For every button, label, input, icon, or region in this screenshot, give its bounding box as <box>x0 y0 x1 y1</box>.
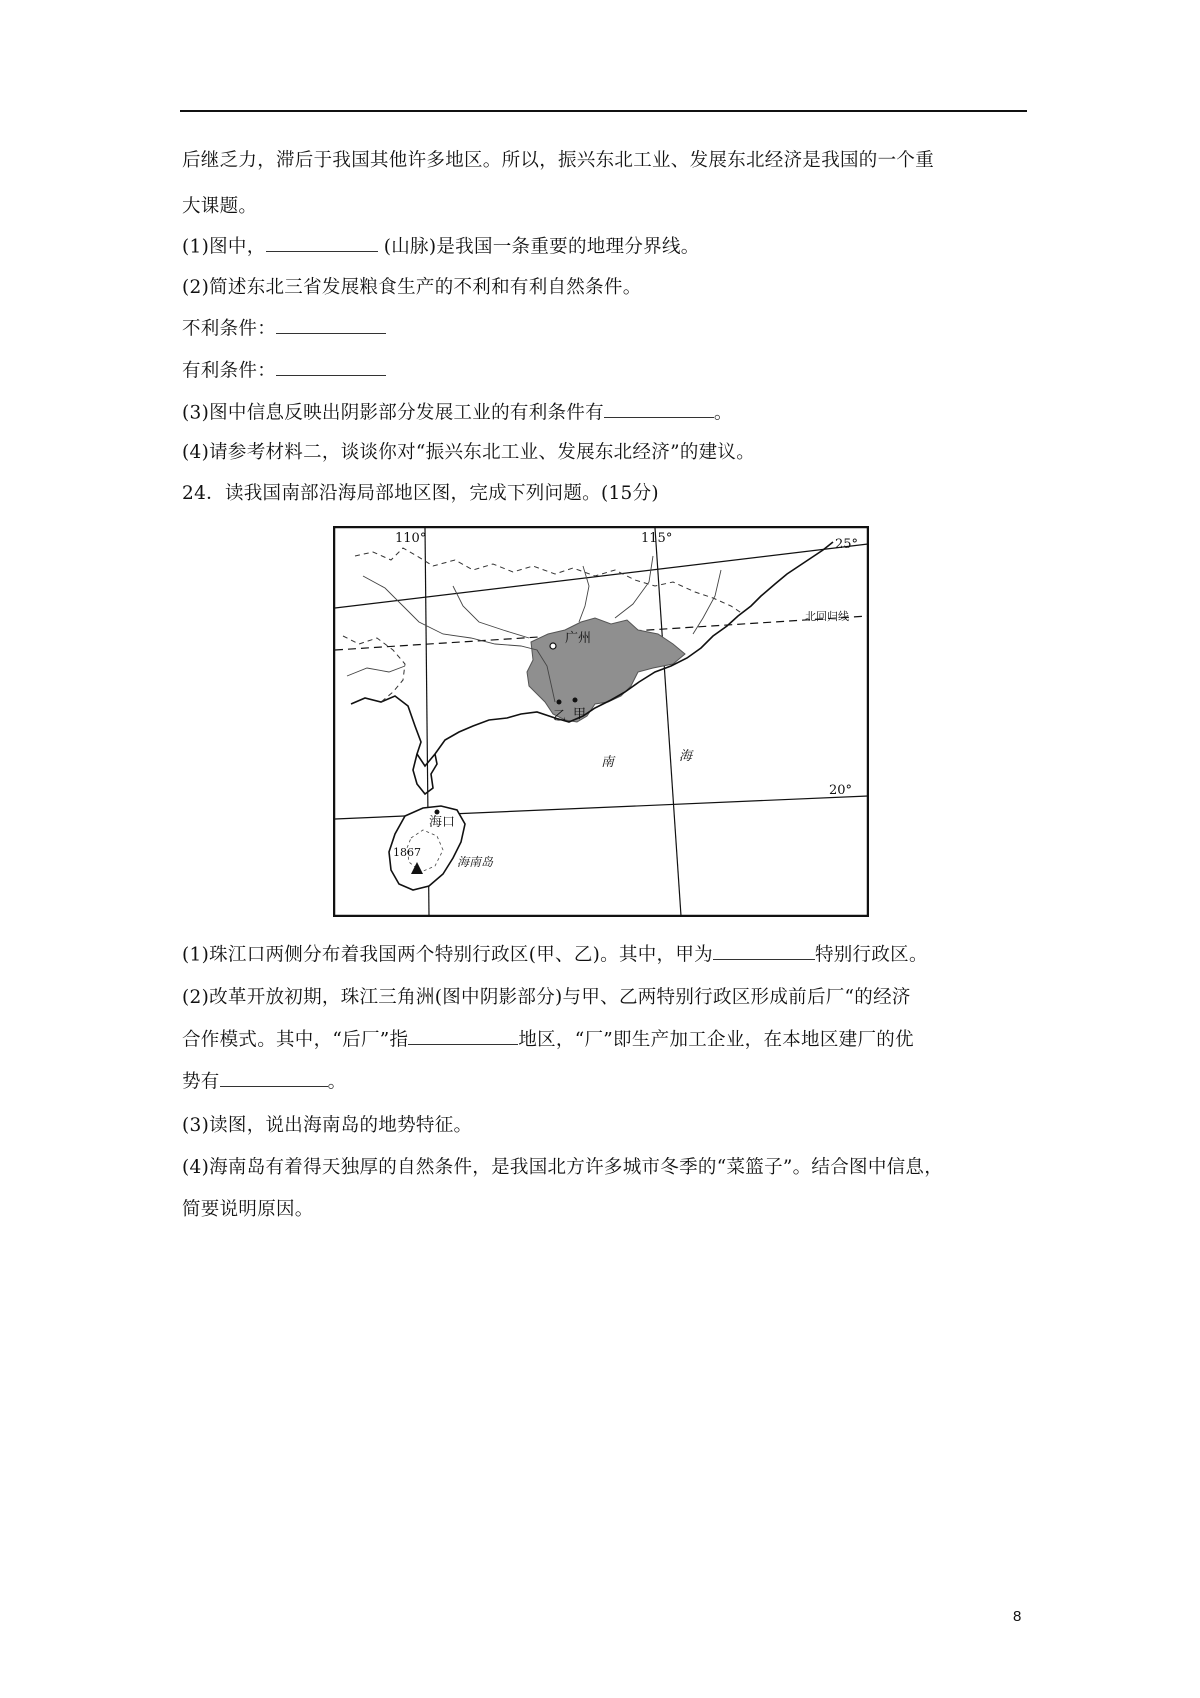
q23-4: (4)请参考材料二，谈谈你对“振兴东北工业、发展东北经济”的建议。 <box>182 442 756 463</box>
south-china-coast-map <box>333 526 869 917</box>
q23-2: (2)简述东北三省发展粮食生产的不利和有利自然条件。 <box>182 277 642 298</box>
yi-dot-icon <box>557 700 562 705</box>
q23-1 <box>182 232 700 258</box>
label-haikou: 海口 <box>429 815 456 830</box>
label-20: 20° <box>829 783 853 798</box>
unfavorable-label: 不利条件： <box>182 318 277 340</box>
q24-1-prefix: (1)珠江口两侧分布着我国两个特别行政区(甲、乙)。其中，甲为 <box>182 944 713 966</box>
answer-blank[interactable] <box>220 1067 328 1087</box>
label-guangzhou: 广州 <box>565 631 592 646</box>
q24-1-suffix: 特别行政区。 <box>814 944 928 966</box>
label-yi: 乙 <box>553 709 567 724</box>
q24-1 <box>182 940 928 966</box>
answer-blank[interactable] <box>408 1025 518 1045</box>
label-115: 115° <box>641 531 673 546</box>
q24-2-prefix: 合作模式。其中，“后厂”指 <box>182 1029 409 1051</box>
q24-2-line2 <box>182 1025 914 1051</box>
text-line-1: 后继乏力，滞后于我国其他许多地区。所以，振兴东北工业、发展东北经济是我国的一个重 <box>182 150 935 171</box>
jia-dot-icon <box>573 698 578 703</box>
q24-header: 24．读我国南部沿海局部地区图，完成下列问题。(15分) <box>182 483 659 504</box>
q23-3-prefix: (3)图中信息反映出阴影部分发展工业的有利条件有 <box>182 402 604 424</box>
text-line-2: 大课题。 <box>182 196 258 217</box>
q24-4-line1: (4)海南岛有着得天独厚的自然条件，是我国北方许多城市冬季的“菜篮子”。结合图中信息， <box>182 1157 944 1178</box>
q23-3 <box>182 398 733 424</box>
guangzhou-dot-icon <box>550 643 556 649</box>
label-nan: 南 <box>601 755 615 770</box>
q23-2-favorable <box>182 356 386 382</box>
label-hainan: 海南岛 <box>457 855 494 869</box>
label-hai: 海 <box>679 749 693 764</box>
header-rule <box>180 110 1027 112</box>
label-jia: 甲 <box>573 707 587 722</box>
answer-blank[interactable] <box>266 232 378 252</box>
q24-2-line3 <box>182 1067 346 1093</box>
answer-blank[interactable] <box>276 314 386 334</box>
label-peak: 1867 <box>393 846 421 859</box>
q23-3-suffix: 。 <box>713 402 733 424</box>
label-110: 110° <box>395 531 427 546</box>
q24-2-line3-prefix: 势有 <box>182 1071 220 1093</box>
q24-3: (3)读图，说出海南岛的地势特征。 <box>182 1115 473 1136</box>
q24-2-line3-suffix: 。 <box>327 1071 347 1093</box>
q23-1-prefix: (1)图中， <box>182 236 266 258</box>
q24-2-mid: 地区，“厂”即生产加工企业，在本地区建厂的优 <box>518 1029 914 1051</box>
q24-2-line1: (2)改革开放初期，珠江三角洲(图中阴影部分)与甲、乙两特别行政区形成前后厂“的经济 <box>182 987 911 1008</box>
label-tropic: 北回归线 <box>805 610 849 623</box>
haikou-dot-icon <box>435 810 440 815</box>
q23-1-suffix: (山脉)是我国一条重要的地理分界线。 <box>383 236 700 258</box>
page-number: 8 <box>1013 1608 1022 1625</box>
favorable-label: 有利条件： <box>182 360 277 382</box>
q24-4-line2: 简要说明原因。 <box>182 1199 314 1220</box>
answer-blank[interactable] <box>604 398 714 418</box>
answer-blank[interactable] <box>713 940 815 960</box>
q23-2-unfavorable <box>182 314 386 340</box>
answer-blank[interactable] <box>276 356 386 376</box>
label-25: 25° <box>835 537 859 552</box>
